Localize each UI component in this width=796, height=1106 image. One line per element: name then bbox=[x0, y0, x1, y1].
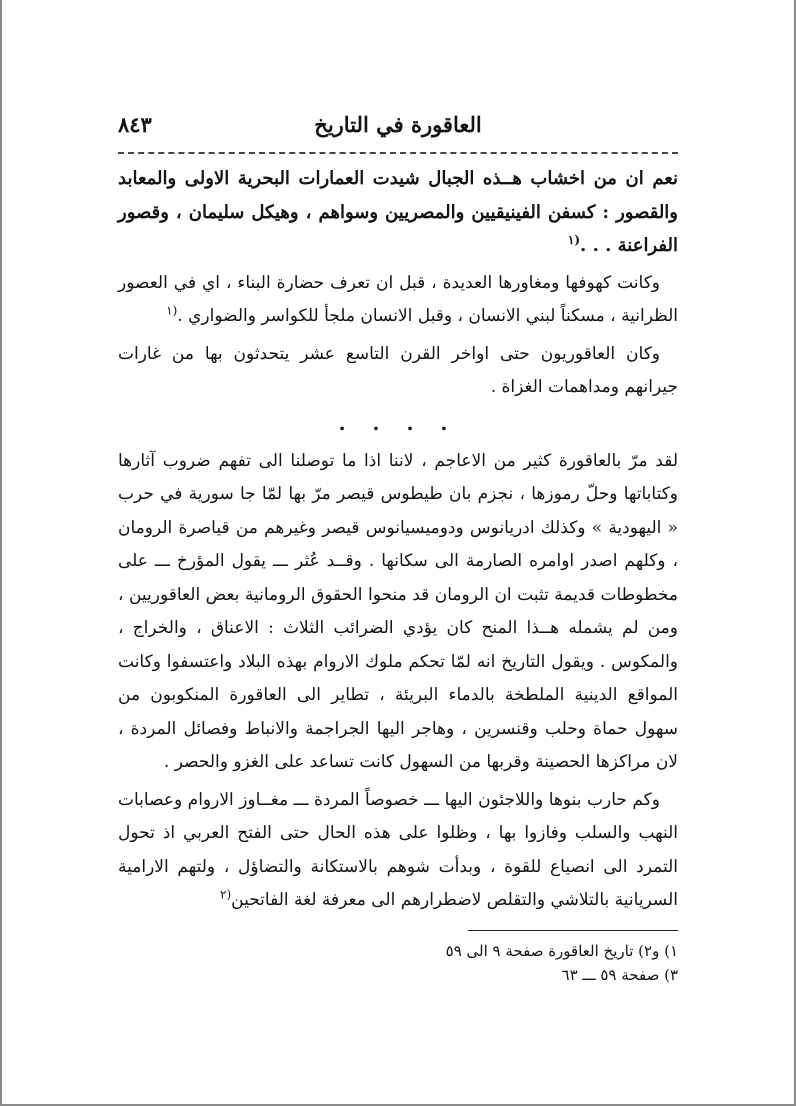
section-separator: . . . . bbox=[338, 410, 458, 435]
paragraph-3: وكان العاقوريون حتى اواخر القرن التاسع عشر يتحدثون بها من غارات جيرانهم ومداهمات الغزاة . bbox=[118, 343, 678, 397]
body-text bbox=[118, 162, 678, 918]
page-number: ٨٤٣ bbox=[118, 112, 152, 137]
scan-border-left bbox=[0, 0, 2, 1106]
paragraph-1 bbox=[118, 162, 678, 263]
header-rule bbox=[118, 152, 678, 154]
note-ref-1: (١ bbox=[567, 233, 581, 247]
footnotes bbox=[118, 939, 678, 987]
paragraph-4: لقد مرّ بالعاقورة كثير من الاعاجم ، لاننا اذا ما توصلنا الى تفهم ضروب آثارها وكتاباتها وحلّ رموزها ، نجزم بان طيطوس قيصر مرّ بها لمّا جا سورية في حرب « اليهودية » وكذلك ادريانوس ودوميسيانوس قيصر وغيرهم من قياصرة الرومان ، وكلهم اصدر اوامره الصارمة الى سكانها . وقــد عُثر ـــ يقول المؤرخ ـــ على مخطوطات قديمة تثبت ان الرومان قد منحوا الحقوق الرومانية بعض العاقوريين ، ومن لم يشمله هــذا المنح كان يؤدي الضرائب الثلاث : الاعناق ، والخراج ، والمكوس . ويقول التاريخ انه لمّا تحكم ملوك الاروام بهذه البلاد واعتسفوا وكانت المواقع الدينية الملطخة بالدماء البريئة ، تطاير الى العاقورة المنكوبون من سهول حماة وحلب وقنسرين ، وهاجر اليها الجراجمة والانباط وفصائل المردة ، لان مراكزها الحصينة وقربها من السهول كانت تساعد على الغزو والحصر . bbox=[118, 450, 678, 772]
paragraph-2-text: وكانت كهوفها ومغاورها العديدة ، قبل ان تعرف حضارة البناء ، اي في العصور الظرانية ، مسكناً لبني الانسان ، وقبل الانسان ملجأ للكواسر والضواري . bbox=[118, 272, 678, 326]
book-page bbox=[118, 112, 678, 987]
paragraph-1-text: نعم ان من اخشاب هــذه الجبال شيدت العمارات البحرية الاولى والمعابد والقصور : كسفن الفينيقيين والمصريين وسواهم ، وهيكل سليمان ، وقصور الفراعنة . . . bbox=[118, 168, 678, 256]
note-ref-2: (١ bbox=[166, 303, 178, 318]
footnote-rule bbox=[468, 930, 678, 931]
paragraph-5-text: وكم حارب بنوها واللاجئون اليها ـــ خصوصاً المردة ـــ مغــاوز الاروام وعصابات النهب والسلب وفازوا بها ، وظلوا على هذه الحال حتى الفتح العربي اذ تحول التمرد الى انصياع للقوة ، وبدأت شوهم بالاستكانة والتضاؤل ، ولتهم الارامية السريانية بالتلاشي والتقلص لاضطرارهم الى معرفة لغة الفاتحين bbox=[118, 789, 678, 910]
footnote-2: ٣) صفحة ٥٩ ـــ ٦٣ bbox=[561, 965, 678, 984]
note-ref-3: (٢ bbox=[220, 887, 232, 902]
paragraph-5 bbox=[118, 784, 678, 918]
paragraph-2 bbox=[118, 267, 678, 334]
footnote-1: ١) و٢) تاريخ العاقورة صفحة ٩ الى ٥٩ bbox=[445, 941, 678, 960]
page-header bbox=[118, 112, 678, 144]
running-title: العاقورة في التاريخ bbox=[314, 112, 482, 137]
